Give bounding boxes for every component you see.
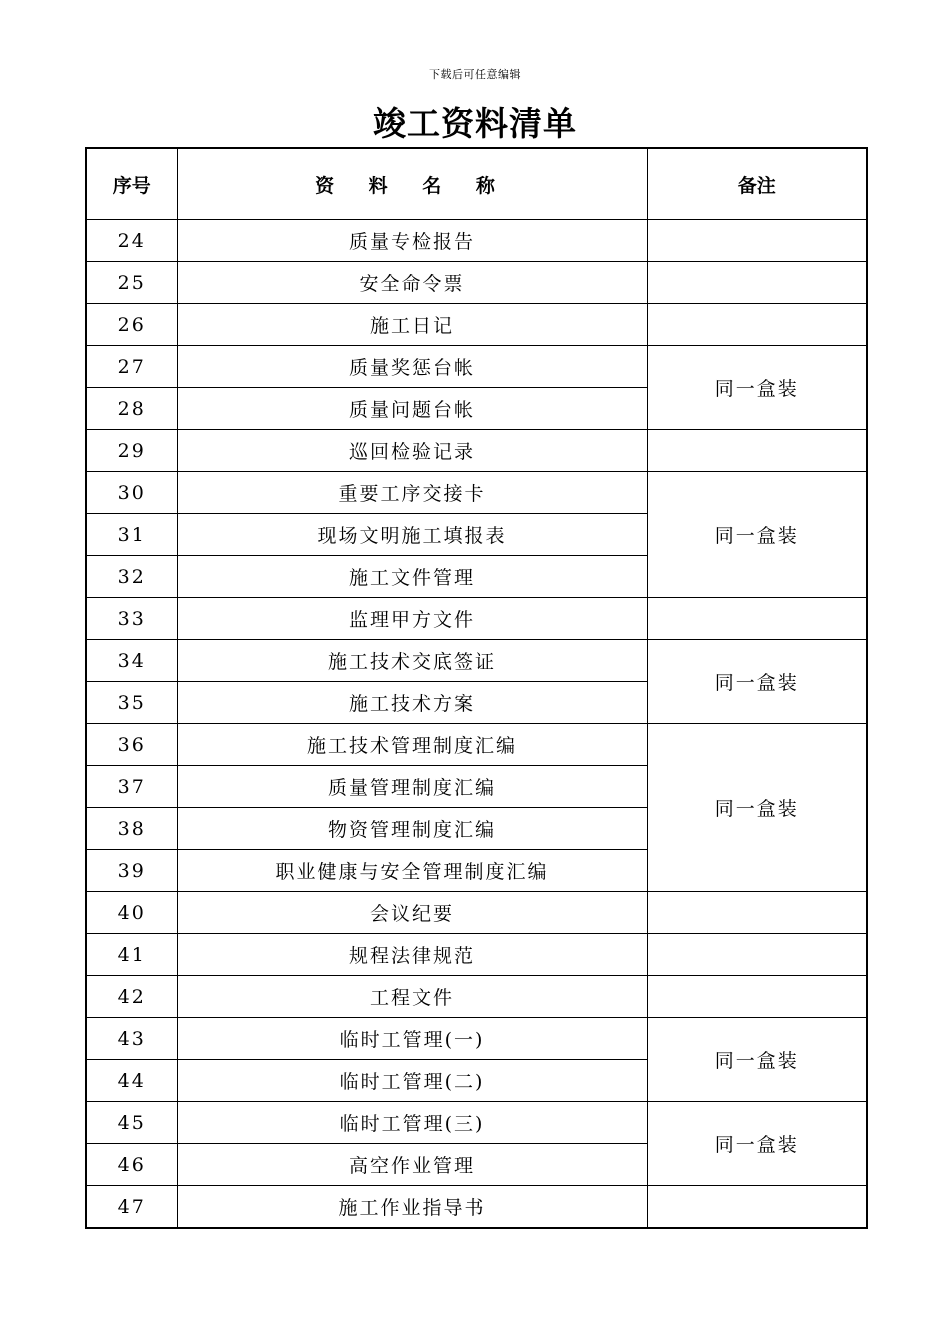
row-number: 35 (86, 682, 177, 724)
remark-cell: 同一盒装 (647, 1018, 867, 1102)
row-number: 37 (86, 766, 177, 808)
row-number: 38 (86, 808, 177, 850)
row-number: 31 (86, 514, 177, 556)
row-number: 40 (86, 892, 177, 934)
table-row (86, 1102, 867, 1144)
table-row (86, 976, 867, 1018)
remark-cell (647, 598, 867, 640)
table-row (86, 472, 867, 514)
header-note: 下载后可任意编辑 (429, 68, 521, 81)
remark-cell (647, 220, 867, 262)
document-name: 会议纪要 (177, 892, 647, 934)
document-name: 施工日记 (177, 304, 647, 346)
column-header-name: 资 料 名 称 (177, 148, 647, 220)
row-number: 46 (86, 1144, 177, 1186)
row-number: 33 (86, 598, 177, 640)
document-name: 质量奖惩台帐 (177, 346, 647, 388)
document-name: 重要工序交接卡 (177, 472, 647, 514)
row-number: 43 (86, 1018, 177, 1060)
table-row (86, 430, 867, 472)
document-name: 工程文件 (177, 976, 647, 1018)
document-name: 临时工管理(一) (177, 1018, 647, 1060)
table-row (86, 640, 867, 682)
table-row (86, 346, 867, 388)
document-name: 临时工管理(二) (177, 1060, 647, 1102)
table-row (86, 892, 867, 934)
row-number: 36 (86, 724, 177, 766)
row-number: 42 (86, 976, 177, 1018)
remark-cell (647, 262, 867, 304)
remark-cell (647, 976, 867, 1018)
row-number: 30 (86, 472, 177, 514)
row-number: 24 (86, 220, 177, 262)
remark-cell (647, 1186, 867, 1229)
document-name: 物资管理制度汇编 (177, 808, 647, 850)
row-number: 27 (86, 346, 177, 388)
document-name: 临时工管理(三) (177, 1102, 647, 1144)
table-row (86, 934, 867, 976)
document-name: 规程法律规范 (177, 934, 647, 976)
document-name: 施工技术方案 (177, 682, 647, 724)
column-header-no: 序号 (86, 148, 177, 220)
document-name: 质量问题台帐 (177, 388, 647, 430)
remark-cell: 同一盒装 (647, 724, 867, 892)
row-number: 45 (86, 1102, 177, 1144)
table-header-row (86, 148, 867, 220)
document-name: 职业健康与安全管理制度汇编 (177, 850, 647, 892)
row-number: 34 (86, 640, 177, 682)
remark-cell: 同一盒装 (647, 346, 867, 430)
row-number: 41 (86, 934, 177, 976)
remark-cell (647, 934, 867, 976)
document-name: 施工技术管理制度汇编 (177, 724, 647, 766)
table-row (86, 724, 867, 766)
remark-cell (647, 430, 867, 472)
document-name: 施工技术交底签证 (177, 640, 647, 682)
document-name: 巡回检验记录 (177, 430, 647, 472)
remark-cell: 同一盒装 (647, 640, 867, 724)
row-number: 32 (86, 556, 177, 598)
row-number: 29 (86, 430, 177, 472)
remark-cell: 同一盒装 (647, 472, 867, 598)
document-name: 施工作业指导书 (177, 1186, 647, 1229)
row-number: 47 (86, 1186, 177, 1229)
document-name: 安全命令票 (177, 262, 647, 304)
document-list-table (85, 147, 868, 1229)
row-number: 39 (86, 850, 177, 892)
table-row (86, 262, 867, 304)
document-name: 质量管理制度汇编 (177, 766, 647, 808)
row-number: 44 (86, 1060, 177, 1102)
table-row (86, 220, 867, 262)
document-name: 质量专检报告 (177, 220, 647, 262)
document-name: 监理甲方文件 (177, 598, 647, 640)
remark-cell (647, 892, 867, 934)
table-row (86, 1018, 867, 1060)
document-name: 施工文件管理 (177, 556, 647, 598)
row-number: 25 (86, 262, 177, 304)
table-row (86, 598, 867, 640)
row-number: 26 (86, 304, 177, 346)
table-row (86, 1186, 867, 1229)
remark-cell (647, 304, 867, 346)
table-row (86, 304, 867, 346)
document-name: 高空作业管理 (177, 1144, 647, 1186)
document-name: 现场文明施工填报表 (177, 514, 647, 556)
remark-cell: 同一盒装 (647, 1102, 867, 1186)
row-number: 28 (86, 388, 177, 430)
page-title: 竣工资料清单 (373, 104, 577, 143)
column-header-remark: 备注 (647, 148, 867, 220)
